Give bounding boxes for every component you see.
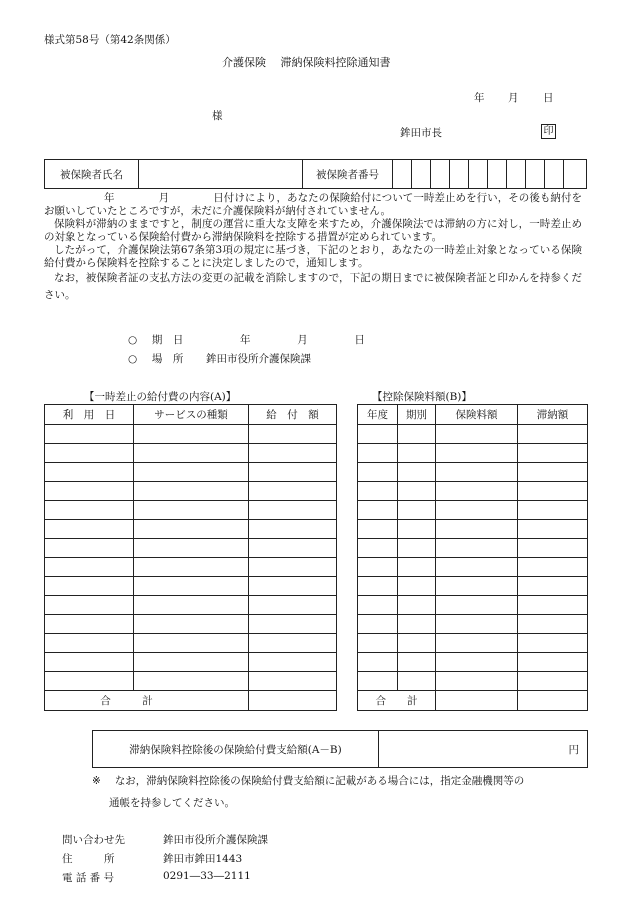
table-b-arrears-cell[interactable] — [518, 634, 588, 653]
schedule-month-label: 月 — [297, 334, 308, 346]
contact-address-value: 鉾田市鉾田1443 — [163, 853, 243, 865]
note-line-2: 通帳を持参してください。 — [109, 797, 235, 809]
table-b-period-cell[interactable] — [398, 672, 436, 691]
table-a-row — [45, 539, 337, 558]
table-a-row — [45, 672, 337, 691]
table-b-premium-cell[interactable] — [436, 444, 518, 463]
table-a-date-cell[interactable] — [45, 558, 134, 577]
table-b-year-cell[interactable] — [358, 444, 398, 463]
table-b-period-cell[interactable] — [398, 463, 436, 482]
date-year-label: 年 — [474, 92, 485, 104]
table-a-header-amount: 給 付 額 — [249, 405, 337, 425]
insured-number-digit[interactable] — [431, 160, 450, 189]
table-a-header-service: サービスの種類 — [134, 405, 249, 425]
table-b-premium-cell[interactable] — [436, 577, 518, 596]
table-a-date-cell[interactable] — [45, 653, 134, 672]
table-a-date-cell[interactable] — [45, 672, 134, 691]
note-line-1: ※ なお，滞納保険料控除後の保険給付費支給額に記載がある場合には，指定金融機関等の — [92, 775, 525, 787]
table-b-period-cell[interactable] — [398, 558, 436, 577]
table-b-year-cell[interactable] — [358, 520, 398, 539]
table-b-year-cell[interactable] — [358, 615, 398, 634]
table-a-amount-cell[interactable] — [249, 501, 337, 520]
schedule-place-value: 鉾田市役所介護保険課 — [206, 353, 312, 365]
table-a-date-cell[interactable] — [45, 520, 134, 539]
table-b-premium-cell[interactable] — [436, 672, 518, 691]
table-a-service-cell[interactable] — [134, 653, 249, 672]
table-a-amount-cell[interactable] — [249, 672, 337, 691]
table-a-service-cell[interactable] — [134, 558, 249, 577]
table-b-year-cell[interactable] — [358, 634, 398, 653]
insured-name-label: 被保険者氏名 — [45, 160, 139, 189]
contact-phone-label: 電 話 番 号 — [62, 872, 115, 884]
table-b-premium-cell[interactable] — [436, 653, 518, 672]
table-a-date-cell[interactable] — [45, 444, 134, 463]
insured-number-digit[interactable] — [488, 160, 507, 189]
insured-number-digit[interactable] — [469, 160, 488, 189]
table-a-row — [45, 501, 337, 520]
table-a-date-cell[interactable] — [45, 577, 134, 596]
table-a-service-cell[interactable] — [134, 425, 249, 444]
addressee-suffix: 様 — [212, 110, 223, 122]
table-a-amount-cell[interactable] — [249, 634, 337, 653]
table-b-arrears-cell[interactable] — [518, 653, 588, 672]
body-paragraph-2: 保険料が滞納のままですと，制度の運営に重大な支障を来すため，介護保険法では滞納の方に対し，一時差止めの対象となっている保険給付費から滞納保険料を控除する措置が定められています。 — [44, 218, 582, 243]
schedule-year-label: 年 — [240, 334, 251, 346]
table-b-arrears-cell[interactable] — [518, 558, 588, 577]
table-b-year-cell[interactable] — [358, 672, 398, 691]
payment-unit: 円 — [568, 743, 579, 756]
table-b-year-cell[interactable] — [358, 463, 398, 482]
table-a-row — [45, 520, 337, 539]
table-a-title: 【一時差止の給付費の内容(A)】 — [84, 391, 237, 403]
table-a-service-cell[interactable] — [134, 501, 249, 520]
insured-name-field[interactable] — [139, 160, 303, 189]
table-b-premium-cell[interactable] — [436, 520, 518, 539]
table-a-date-cell[interactable] — [45, 539, 134, 558]
table-b-arrears-cell[interactable] — [518, 463, 588, 482]
table-a-amount-cell[interactable] — [249, 482, 337, 501]
table-a-amount-cell[interactable] — [249, 653, 337, 672]
table-b-arrears-cell[interactable] — [518, 520, 588, 539]
table-b-period-cell[interactable] — [398, 653, 436, 672]
table-a-total-label: 合 計 — [45, 691, 249, 711]
table-b-row — [358, 539, 588, 558]
table-b-year-cell[interactable] — [358, 482, 398, 501]
table-a — [44, 404, 337, 711]
table-b-total-premium[interactable] — [436, 691, 518, 711]
table-b-premium-cell[interactable] — [436, 558, 518, 577]
note-mark: ※ — [92, 775, 101, 787]
insured-number-digit[interactable] — [393, 160, 412, 189]
insured-number-digit[interactable] — [545, 160, 564, 189]
date-day-label: 日 — [543, 92, 554, 104]
table-b-period-cell[interactable] — [398, 444, 436, 463]
issuer-name: 鉾田市長 — [400, 127, 442, 139]
table-b-arrears-cell[interactable] — [518, 615, 588, 634]
table-a-service-cell[interactable] — [134, 672, 249, 691]
table-a-date-cell[interactable] — [45, 463, 134, 482]
body-paragraph-3: したがって，介護保険法第67条第3項の規定に基づき，下記のとおり，あなたの一時差止対象となっている保険給付費から保険料を控除することに決定しましたので，通知します。 — [44, 244, 582, 269]
table-a-row — [45, 558, 337, 577]
table-b-total-label: 合 計 — [358, 691, 436, 711]
table-b-period-cell[interactable] — [398, 615, 436, 634]
table-b-year-cell[interactable] — [358, 577, 398, 596]
table-b — [357, 404, 588, 711]
insured-number-digit[interactable] — [526, 160, 545, 189]
table-a-row — [45, 425, 337, 444]
table-b-arrears-cell[interactable] — [518, 425, 588, 444]
table-a-service-cell[interactable] — [134, 577, 249, 596]
table-b-row — [358, 558, 588, 577]
table-b-period-cell[interactable] — [398, 501, 436, 520]
table-a-amount-cell[interactable] — [249, 444, 337, 463]
schedule-place-row — [128, 351, 311, 366]
table-b-row — [358, 425, 588, 444]
table-a-service-cell[interactable] — [134, 463, 249, 482]
contact-inquiry-label: 問い合わせ先 — [62, 834, 125, 846]
table-b-premium-cell[interactable] — [436, 482, 518, 501]
table-b-premium-cell[interactable] — [436, 615, 518, 634]
contact-address-label: 住 所 — [62, 853, 115, 865]
schedule-day-label: 日 — [354, 334, 365, 346]
table-a-row — [45, 482, 337, 501]
table-b-row — [358, 672, 588, 691]
insured-number-label: 被保険者番号 — [303, 160, 393, 189]
table-b-row — [358, 634, 588, 653]
table-b-total-arrears[interactable] — [518, 691, 588, 711]
table-b-year-cell[interactable] — [358, 596, 398, 615]
table-b-premium-cell[interactable] — [436, 425, 518, 444]
schedule-date-row — [128, 332, 365, 347]
bullet-icon: ○ — [128, 334, 138, 346]
table-b-header-premium: 保険料額 — [436, 405, 518, 425]
table-b-header-arrears: 滞納額 — [518, 405, 588, 425]
table-b-row — [358, 653, 588, 672]
table-b-row — [358, 444, 588, 463]
table-b-premium-cell[interactable] — [436, 634, 518, 653]
table-a-date-cell[interactable] — [45, 482, 134, 501]
table-b-premium-cell[interactable] — [436, 596, 518, 615]
payment-table — [92, 730, 588, 768]
table-b-arrears-cell[interactable] — [518, 444, 588, 463]
table-b-year-cell[interactable] — [358, 558, 398, 577]
body-paragraph-1: 年 月 日付けにより，あなたの保険給付について一時差止めを行い，その後も納付をお願いしていたところですが，未だに介護保険料が納付されていません。 — [44, 192, 583, 217]
table-a-row — [45, 463, 337, 482]
table-b-period-cell[interactable] — [398, 634, 436, 653]
table-b-row — [358, 482, 588, 501]
table-b-period-cell[interactable] — [398, 539, 436, 558]
table-b-row — [358, 577, 588, 596]
table-a-amount-cell[interactable] — [249, 558, 337, 577]
table-a-row — [45, 634, 337, 653]
table-a-total-value[interactable] — [249, 691, 337, 711]
table-b-period-cell[interactable] — [398, 520, 436, 539]
table-a-row — [45, 653, 337, 672]
table-b-title: 【控除保険料額(B)】 — [372, 391, 472, 403]
table-a-amount-cell[interactable] — [249, 539, 337, 558]
insured-number-digit[interactable] — [412, 160, 431, 189]
table-a-date-cell[interactable] — [45, 425, 134, 444]
table-b-header-year: 年度 — [358, 405, 398, 425]
table-a-amount-cell[interactable] — [249, 596, 337, 615]
table-b-year-cell[interactable] — [358, 539, 398, 558]
table-b-period-cell[interactable] — [398, 596, 436, 615]
table-b-premium-cell[interactable] — [436, 463, 518, 482]
table-a-row — [45, 444, 337, 463]
table-b-row — [358, 501, 588, 520]
table-a-date-cell[interactable] — [45, 501, 134, 520]
table-b-year-cell[interactable] — [358, 501, 398, 520]
table-b-arrears-cell[interactable] — [518, 539, 588, 558]
insured-number-digit[interactable] — [507, 160, 526, 189]
table-b-row — [358, 596, 588, 615]
table-b-premium-cell[interactable] — [436, 501, 518, 520]
table-b-row — [358, 520, 588, 539]
table-b-period-cell[interactable] — [398, 425, 436, 444]
table-b-arrears-cell[interactable] — [518, 672, 588, 691]
table-a-date-cell[interactable] — [45, 615, 134, 634]
table-a-row — [45, 596, 337, 615]
table-a-service-cell[interactable] — [134, 634, 249, 653]
table-a-row — [45, 577, 337, 596]
date-month-label: 月 — [508, 92, 519, 104]
table-a-service-cell[interactable] — [134, 482, 249, 501]
table-b-row — [358, 615, 588, 634]
table-b-premium-cell[interactable] — [436, 539, 518, 558]
table-a-row — [45, 615, 337, 634]
table-a-service-cell[interactable] — [134, 444, 249, 463]
insured-number-digit[interactable] — [450, 160, 469, 189]
table-a-service-cell[interactable] — [134, 596, 249, 615]
table-a-amount-cell[interactable] — [249, 615, 337, 634]
schedule-place-label: 場 所 — [151, 353, 184, 365]
table-a-header-date: 利 用 日 — [45, 405, 134, 425]
table-b-row — [358, 463, 588, 482]
insured-info-table — [44, 159, 587, 189]
seal-mark: 印 — [541, 124, 556, 139]
table-a-amount-cell[interactable] — [249, 577, 337, 596]
table-b-arrears-cell[interactable] — [518, 596, 588, 615]
payment-label: 滞納保険料控除後の保険給付費支給額(A－B) — [93, 731, 379, 768]
table-a-date-cell[interactable] — [45, 596, 134, 615]
table-a-amount-cell[interactable] — [249, 463, 337, 482]
schedule-date-label: 期 日 — [151, 334, 184, 346]
table-b-arrears-cell[interactable] — [518, 482, 588, 501]
document-title: 介護保険 滞納保険料控除通知書 — [222, 56, 391, 69]
table-a-amount-cell[interactable] — [249, 520, 337, 539]
bullet-icon: ○ — [128, 353, 138, 365]
insured-number-digit[interactable] — [564, 160, 587, 189]
table-b-header-period: 期別 — [398, 405, 436, 425]
contact-phone-value: 0291―33―2111 — [163, 870, 251, 882]
table-b-arrears-cell[interactable] — [518, 501, 588, 520]
table-b-arrears-cell[interactable] — [518, 577, 588, 596]
table-a-service-cell[interactable] — [134, 539, 249, 558]
table-a-service-cell[interactable] — [134, 615, 249, 634]
table-a-service-cell[interactable] — [134, 520, 249, 539]
table-a-date-cell[interactable] — [45, 634, 134, 653]
contact-inquiry-value: 鉾田市役所介護保険課 — [163, 834, 268, 846]
form-number: 様式第58号（第42条関係） — [44, 34, 176, 46]
table-a-amount-cell[interactable] — [249, 425, 337, 444]
body-paragraph-4: なお，被保険者証の支払方法の変更の記載を消除しますので，下記の期日までに被保険者証と印かんを持参ください。 — [44, 272, 582, 301]
table-b-period-cell[interactable] — [398, 482, 436, 501]
table-b-year-cell[interactable] — [358, 653, 398, 672]
payment-amount-field[interactable] — [379, 731, 588, 768]
table-b-period-cell[interactable] — [398, 577, 436, 596]
table-b-year-cell[interactable] — [358, 425, 398, 444]
